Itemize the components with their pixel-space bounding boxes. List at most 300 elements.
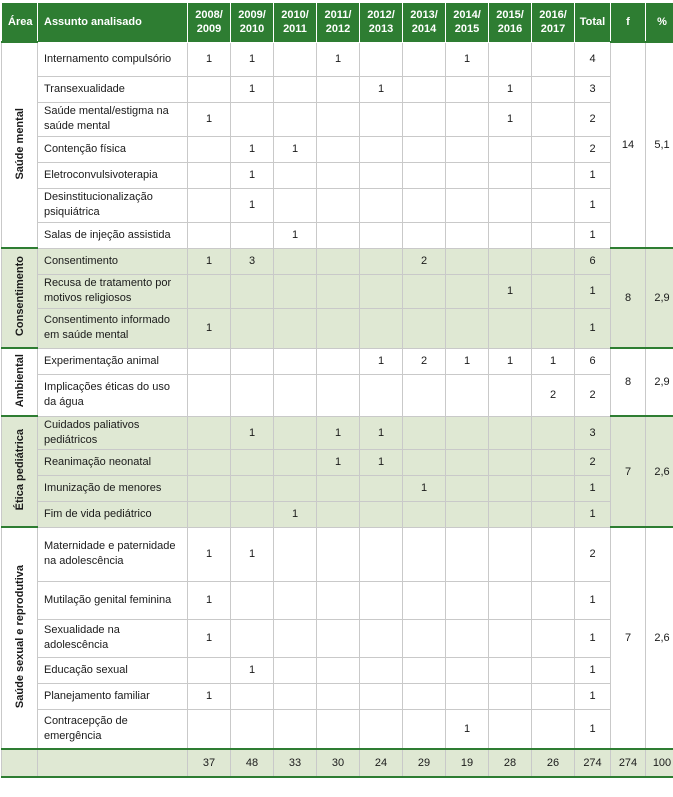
year-value-cell [446, 76, 489, 102]
year-value-cell [403, 501, 446, 527]
year-value-cell [532, 248, 575, 274]
year-value-cell [403, 222, 446, 248]
row-total-cell: 3 [575, 416, 611, 449]
year-value-cell [360, 475, 403, 501]
year-value-cell [360, 188, 403, 222]
header-year: 2016/ 2017 [532, 3, 575, 43]
year-value-cell [317, 581, 360, 619]
year-value-cell [532, 188, 575, 222]
year-value-cell [446, 222, 489, 248]
year-value-cell: 1 [231, 527, 274, 581]
year-value-cell [317, 188, 360, 222]
area-percent-cell: 2,6 [646, 416, 673, 527]
area-group [2, 527, 673, 749]
year-value-cell [317, 308, 360, 348]
totals-empty-cell [38, 749, 188, 777]
year-value-cell [489, 709, 532, 749]
year-value-cell: 1 [317, 42, 360, 76]
year-value-cell [188, 416, 231, 449]
table-row [2, 222, 673, 248]
area-group [2, 416, 673, 527]
year-value-cell [403, 162, 446, 188]
year-value-cell: 3 [231, 248, 274, 274]
year-value-cell [532, 475, 575, 501]
year-value-cell [360, 222, 403, 248]
year-value-cell [403, 683, 446, 709]
year-value-cell [274, 248, 317, 274]
area-label: Ambiental [14, 354, 26, 407]
year-value-cell: 1 [360, 348, 403, 374]
year-value-cell [274, 42, 317, 76]
totals-row [2, 749, 673, 777]
year-value-cell [274, 527, 317, 581]
year-value-cell: 1 [446, 42, 489, 76]
area-label-cell [2, 348, 38, 416]
year-value-cell [403, 76, 446, 102]
year-value-cell: 1 [360, 449, 403, 475]
year-value-cell [446, 683, 489, 709]
table-row [2, 248, 673, 274]
row-total-cell: 4 [575, 42, 611, 76]
area-f-cell: 8 [611, 348, 646, 416]
year-value-cell [188, 76, 231, 102]
year-value-cell [317, 76, 360, 102]
row-total-cell: 1 [575, 475, 611, 501]
year-value-cell [446, 162, 489, 188]
year-value-cell [231, 619, 274, 657]
table-row [2, 348, 673, 374]
area-percent-cell: 5,1 [646, 42, 673, 248]
year-value-cell [489, 683, 532, 709]
area-label-cell [2, 42, 38, 248]
subject-cell: Contracepção de emergência [38, 709, 188, 749]
year-value-cell [317, 619, 360, 657]
year-value-cell: 1 [231, 188, 274, 222]
year-value-cell [532, 136, 575, 162]
area-f-cell: 14 [611, 42, 646, 248]
row-total-cell: 1 [575, 501, 611, 527]
year-value-cell [274, 416, 317, 449]
row-total-cell: 1 [575, 683, 611, 709]
year-value-cell: 1 [489, 76, 532, 102]
year-value-cell [231, 683, 274, 709]
year-value-cell [231, 374, 274, 416]
area-percent-cell: 2,6 [646, 527, 673, 749]
analysis-table [1, 2, 673, 778]
table-row [2, 619, 673, 657]
area-label: Saúde sexual e reprodutiva [14, 565, 26, 708]
year-value-cell [446, 102, 489, 136]
area-label-cell [2, 527, 38, 749]
year-value-cell [231, 102, 274, 136]
year-value-cell [403, 188, 446, 222]
total-cell: 30 [317, 749, 360, 777]
year-value-cell [489, 188, 532, 222]
year-value-cell: 1 [360, 76, 403, 102]
year-value-cell: 1 [231, 76, 274, 102]
year-value-cell [317, 374, 360, 416]
subject-cell: Contenção física [38, 136, 188, 162]
year-value-cell: 1 [489, 348, 532, 374]
year-value-cell [489, 475, 532, 501]
year-value-cell [188, 709, 231, 749]
table-row [2, 162, 673, 188]
year-value-cell [446, 416, 489, 449]
year-value-cell [489, 501, 532, 527]
year-value-cell [532, 709, 575, 749]
year-value-cell [403, 416, 446, 449]
year-value-cell [360, 374, 403, 416]
header-year: 2009/ 2010 [231, 3, 274, 43]
total-cell: 37 [188, 749, 231, 777]
subject-cell: Internamento compulsório [38, 42, 188, 76]
year-value-cell [403, 136, 446, 162]
total-cell: 33 [274, 749, 317, 777]
year-value-cell [532, 76, 575, 102]
year-value-cell [360, 162, 403, 188]
year-value-cell [403, 619, 446, 657]
total-cell: 29 [403, 749, 446, 777]
year-value-cell [403, 449, 446, 475]
year-value-cell [274, 274, 317, 308]
year-value-cell [489, 619, 532, 657]
row-total-cell: 1 [575, 274, 611, 308]
row-total-cell: 2 [575, 102, 611, 136]
header-subject: Assunto analisado [38, 3, 188, 43]
year-value-cell [231, 501, 274, 527]
area-percent-cell: 2,9 [646, 348, 673, 416]
year-value-cell [317, 274, 360, 308]
total-cell: 19 [446, 749, 489, 777]
subject-cell: Desinstitucionalização psiquiátrica [38, 188, 188, 222]
year-value-cell [532, 449, 575, 475]
year-value-cell [317, 709, 360, 749]
subject-cell: Planejamento familiar [38, 683, 188, 709]
table-row [2, 527, 673, 581]
year-value-cell: 1 [231, 416, 274, 449]
year-value-cell [274, 188, 317, 222]
year-value-cell: 1 [188, 308, 231, 348]
year-value-cell: 1 [188, 619, 231, 657]
year-value-cell [274, 657, 317, 683]
year-value-cell [360, 709, 403, 749]
year-value-cell: 1 [274, 222, 317, 248]
year-value-cell: 1 [532, 348, 575, 374]
subject-cell: Transexualidade [38, 76, 188, 102]
year-value-cell [489, 136, 532, 162]
year-value-cell [317, 162, 360, 188]
year-value-cell [360, 501, 403, 527]
total-cell: 24 [360, 749, 403, 777]
table-row [2, 274, 673, 308]
table-row [2, 188, 673, 222]
row-total-cell: 2 [575, 527, 611, 581]
year-value-cell [489, 248, 532, 274]
year-value-cell [317, 222, 360, 248]
year-value-cell [446, 274, 489, 308]
table-row [2, 308, 673, 348]
year-value-cell [360, 683, 403, 709]
year-value-cell [317, 475, 360, 501]
year-value-cell [489, 222, 532, 248]
year-value-cell [231, 475, 274, 501]
total-cell: 26 [532, 749, 575, 777]
year-value-cell [231, 274, 274, 308]
table-row [2, 657, 673, 683]
year-value-cell: 1 [231, 162, 274, 188]
row-total-cell: 2 [575, 374, 611, 416]
subject-cell: Consentimento [38, 248, 188, 274]
year-value-cell [403, 308, 446, 348]
row-total-cell: 2 [575, 136, 611, 162]
year-value-cell [532, 527, 575, 581]
row-total-cell: 1 [575, 581, 611, 619]
year-value-cell: 1 [188, 102, 231, 136]
year-value-cell [360, 527, 403, 581]
subject-cell: Educação sexual [38, 657, 188, 683]
area-label-cell [2, 416, 38, 527]
table-row [2, 374, 673, 416]
year-value-cell [403, 42, 446, 76]
row-total-cell: 6 [575, 348, 611, 374]
year-value-cell [532, 683, 575, 709]
year-value-cell [360, 274, 403, 308]
year-value-cell [274, 308, 317, 348]
year-value-cell [360, 102, 403, 136]
year-value-cell [274, 581, 317, 619]
year-value-cell [446, 188, 489, 222]
year-value-cell: 1 [446, 709, 489, 749]
year-value-cell [489, 374, 532, 416]
subject-cell: Fim de vida pediátrico [38, 501, 188, 527]
table-row [2, 76, 673, 102]
year-value-cell [274, 619, 317, 657]
year-value-cell [188, 449, 231, 475]
year-value-cell [360, 248, 403, 274]
year-value-cell [188, 657, 231, 683]
year-value-cell [403, 274, 446, 308]
area-f-cell: 7 [611, 527, 646, 749]
area-group [2, 248, 673, 348]
year-value-cell [360, 308, 403, 348]
year-value-cell: 1 [188, 581, 231, 619]
year-value-cell [274, 475, 317, 501]
header-percent: % [646, 3, 673, 43]
table-row [2, 709, 673, 749]
year-value-cell [188, 348, 231, 374]
year-value-cell [532, 102, 575, 136]
year-value-cell [360, 657, 403, 683]
area-label-cell [2, 248, 38, 348]
year-value-cell [489, 416, 532, 449]
subject-cell: Imunização de menores [38, 475, 188, 501]
row-total-cell: 6 [575, 248, 611, 274]
year-value-cell [274, 374, 317, 416]
year-value-cell: 1 [446, 348, 489, 374]
year-value-cell [532, 162, 575, 188]
year-value-cell [532, 222, 575, 248]
year-value-cell: 1 [231, 42, 274, 76]
year-value-cell [360, 136, 403, 162]
header-total: Total [575, 3, 611, 43]
header-year: 2014/ 2015 [446, 3, 489, 43]
year-value-cell [403, 374, 446, 416]
year-value-cell [360, 42, 403, 76]
year-value-cell [188, 274, 231, 308]
year-value-cell: 1 [188, 683, 231, 709]
table-row [2, 42, 673, 76]
header-year: 2008/ 2009 [188, 3, 231, 43]
subject-cell: Implicações éticas do uso da água [38, 374, 188, 416]
year-value-cell [403, 657, 446, 683]
row-total-cell: 1 [575, 308, 611, 348]
year-value-cell [231, 222, 274, 248]
subject-cell: Cuidados paliativos pediátricos [38, 416, 188, 449]
year-value-cell: 1 [317, 416, 360, 449]
year-value-cell [231, 449, 274, 475]
year-value-cell [489, 449, 532, 475]
year-value-cell [532, 416, 575, 449]
table-row [2, 581, 673, 619]
header-f: f [611, 3, 646, 43]
year-value-cell [274, 709, 317, 749]
area-f-cell: 8 [611, 248, 646, 348]
year-value-cell [489, 581, 532, 619]
area-label: Consentimento [14, 256, 26, 336]
year-value-cell [446, 248, 489, 274]
year-value-cell [317, 501, 360, 527]
subject-cell: Eletroconvulsivoterapia [38, 162, 188, 188]
grand-f-cell: 274 [611, 749, 646, 777]
year-value-cell [446, 308, 489, 348]
year-value-cell [446, 449, 489, 475]
year-value-cell [188, 374, 231, 416]
subject-cell: Saúde mental/estigma na saúde mental [38, 102, 188, 136]
header-year: 2010/ 2011 [274, 3, 317, 43]
year-value-cell: 1 [489, 102, 532, 136]
year-value-cell [403, 102, 446, 136]
table-row [2, 416, 673, 449]
year-value-cell [188, 222, 231, 248]
year-value-cell [489, 527, 532, 581]
year-value-cell [231, 581, 274, 619]
subject-cell: Maternidade e paternidade na adolescência [38, 527, 188, 581]
year-value-cell [317, 136, 360, 162]
header-year: 2012/ 2013 [360, 3, 403, 43]
subject-cell: Mutilação genital feminina [38, 581, 188, 619]
year-value-cell [403, 527, 446, 581]
year-value-cell: 2 [403, 248, 446, 274]
year-value-cell [274, 162, 317, 188]
year-value-cell: 1 [188, 248, 231, 274]
year-value-cell [231, 308, 274, 348]
year-value-cell [532, 657, 575, 683]
area-f-cell: 7 [611, 416, 646, 527]
table-row [2, 683, 673, 709]
year-value-cell [532, 581, 575, 619]
year-value-cell [317, 527, 360, 581]
year-value-cell [446, 527, 489, 581]
grand-total-cell: 274 [575, 749, 611, 777]
year-value-cell [274, 348, 317, 374]
year-value-cell [317, 683, 360, 709]
year-value-cell [532, 501, 575, 527]
year-value-cell [403, 581, 446, 619]
subject-cell: Salas de injeção assistida [38, 222, 188, 248]
year-value-cell [274, 102, 317, 136]
table-row [2, 449, 673, 475]
table-row [2, 136, 673, 162]
year-value-cell [188, 188, 231, 222]
area-group [2, 348, 673, 416]
year-value-cell: 1 [489, 274, 532, 308]
grand-percent-cell: 100 [646, 749, 673, 777]
area-group [2, 42, 673, 248]
row-total-cell: 1 [575, 222, 611, 248]
year-value-cell [489, 657, 532, 683]
row-total-cell: 1 [575, 709, 611, 749]
year-value-cell [446, 581, 489, 619]
header-year: 2013/ 2014 [403, 3, 446, 43]
row-total-cell: 3 [575, 76, 611, 102]
year-value-cell [446, 657, 489, 683]
year-value-cell [317, 348, 360, 374]
row-total-cell: 1 [575, 619, 611, 657]
year-value-cell [532, 274, 575, 308]
year-value-cell [446, 619, 489, 657]
header-area: Área [2, 3, 38, 43]
year-value-cell [446, 374, 489, 416]
year-value-cell [317, 248, 360, 274]
year-value-cell [489, 308, 532, 348]
subject-cell: Recusa de tratamento por motivos religiosos [38, 274, 188, 308]
year-value-cell [317, 657, 360, 683]
total-cell: 48 [231, 749, 274, 777]
table-row [2, 501, 673, 527]
year-value-cell [188, 162, 231, 188]
row-total-cell: 1 [575, 162, 611, 188]
year-value-cell: 1 [403, 475, 446, 501]
year-value-cell [489, 162, 532, 188]
year-value-cell: 1 [360, 416, 403, 449]
year-value-cell: 2 [403, 348, 446, 374]
subject-cell: Sexualidade na adolescência [38, 619, 188, 657]
header-row [2, 3, 673, 43]
year-value-cell [274, 449, 317, 475]
area-label: Saúde mental [14, 108, 26, 180]
year-value-cell [403, 709, 446, 749]
year-value-cell [231, 709, 274, 749]
year-value-cell: 1 [231, 136, 274, 162]
year-value-cell [446, 501, 489, 527]
year-value-cell: 1 [188, 527, 231, 581]
year-value-cell [274, 683, 317, 709]
table-row [2, 102, 673, 136]
year-value-cell [231, 348, 274, 374]
year-value-cell [188, 136, 231, 162]
totals-empty-cell [2, 749, 38, 777]
year-value-cell [188, 501, 231, 527]
header-year: 2015/ 2016 [489, 3, 532, 43]
year-value-cell: 1 [231, 657, 274, 683]
year-value-cell [532, 619, 575, 657]
year-value-cell: 2 [532, 374, 575, 416]
year-value-cell [489, 42, 532, 76]
header-year: 2011/ 2012 [317, 3, 360, 43]
year-value-cell [188, 475, 231, 501]
year-value-cell [360, 619, 403, 657]
year-value-cell [274, 76, 317, 102]
